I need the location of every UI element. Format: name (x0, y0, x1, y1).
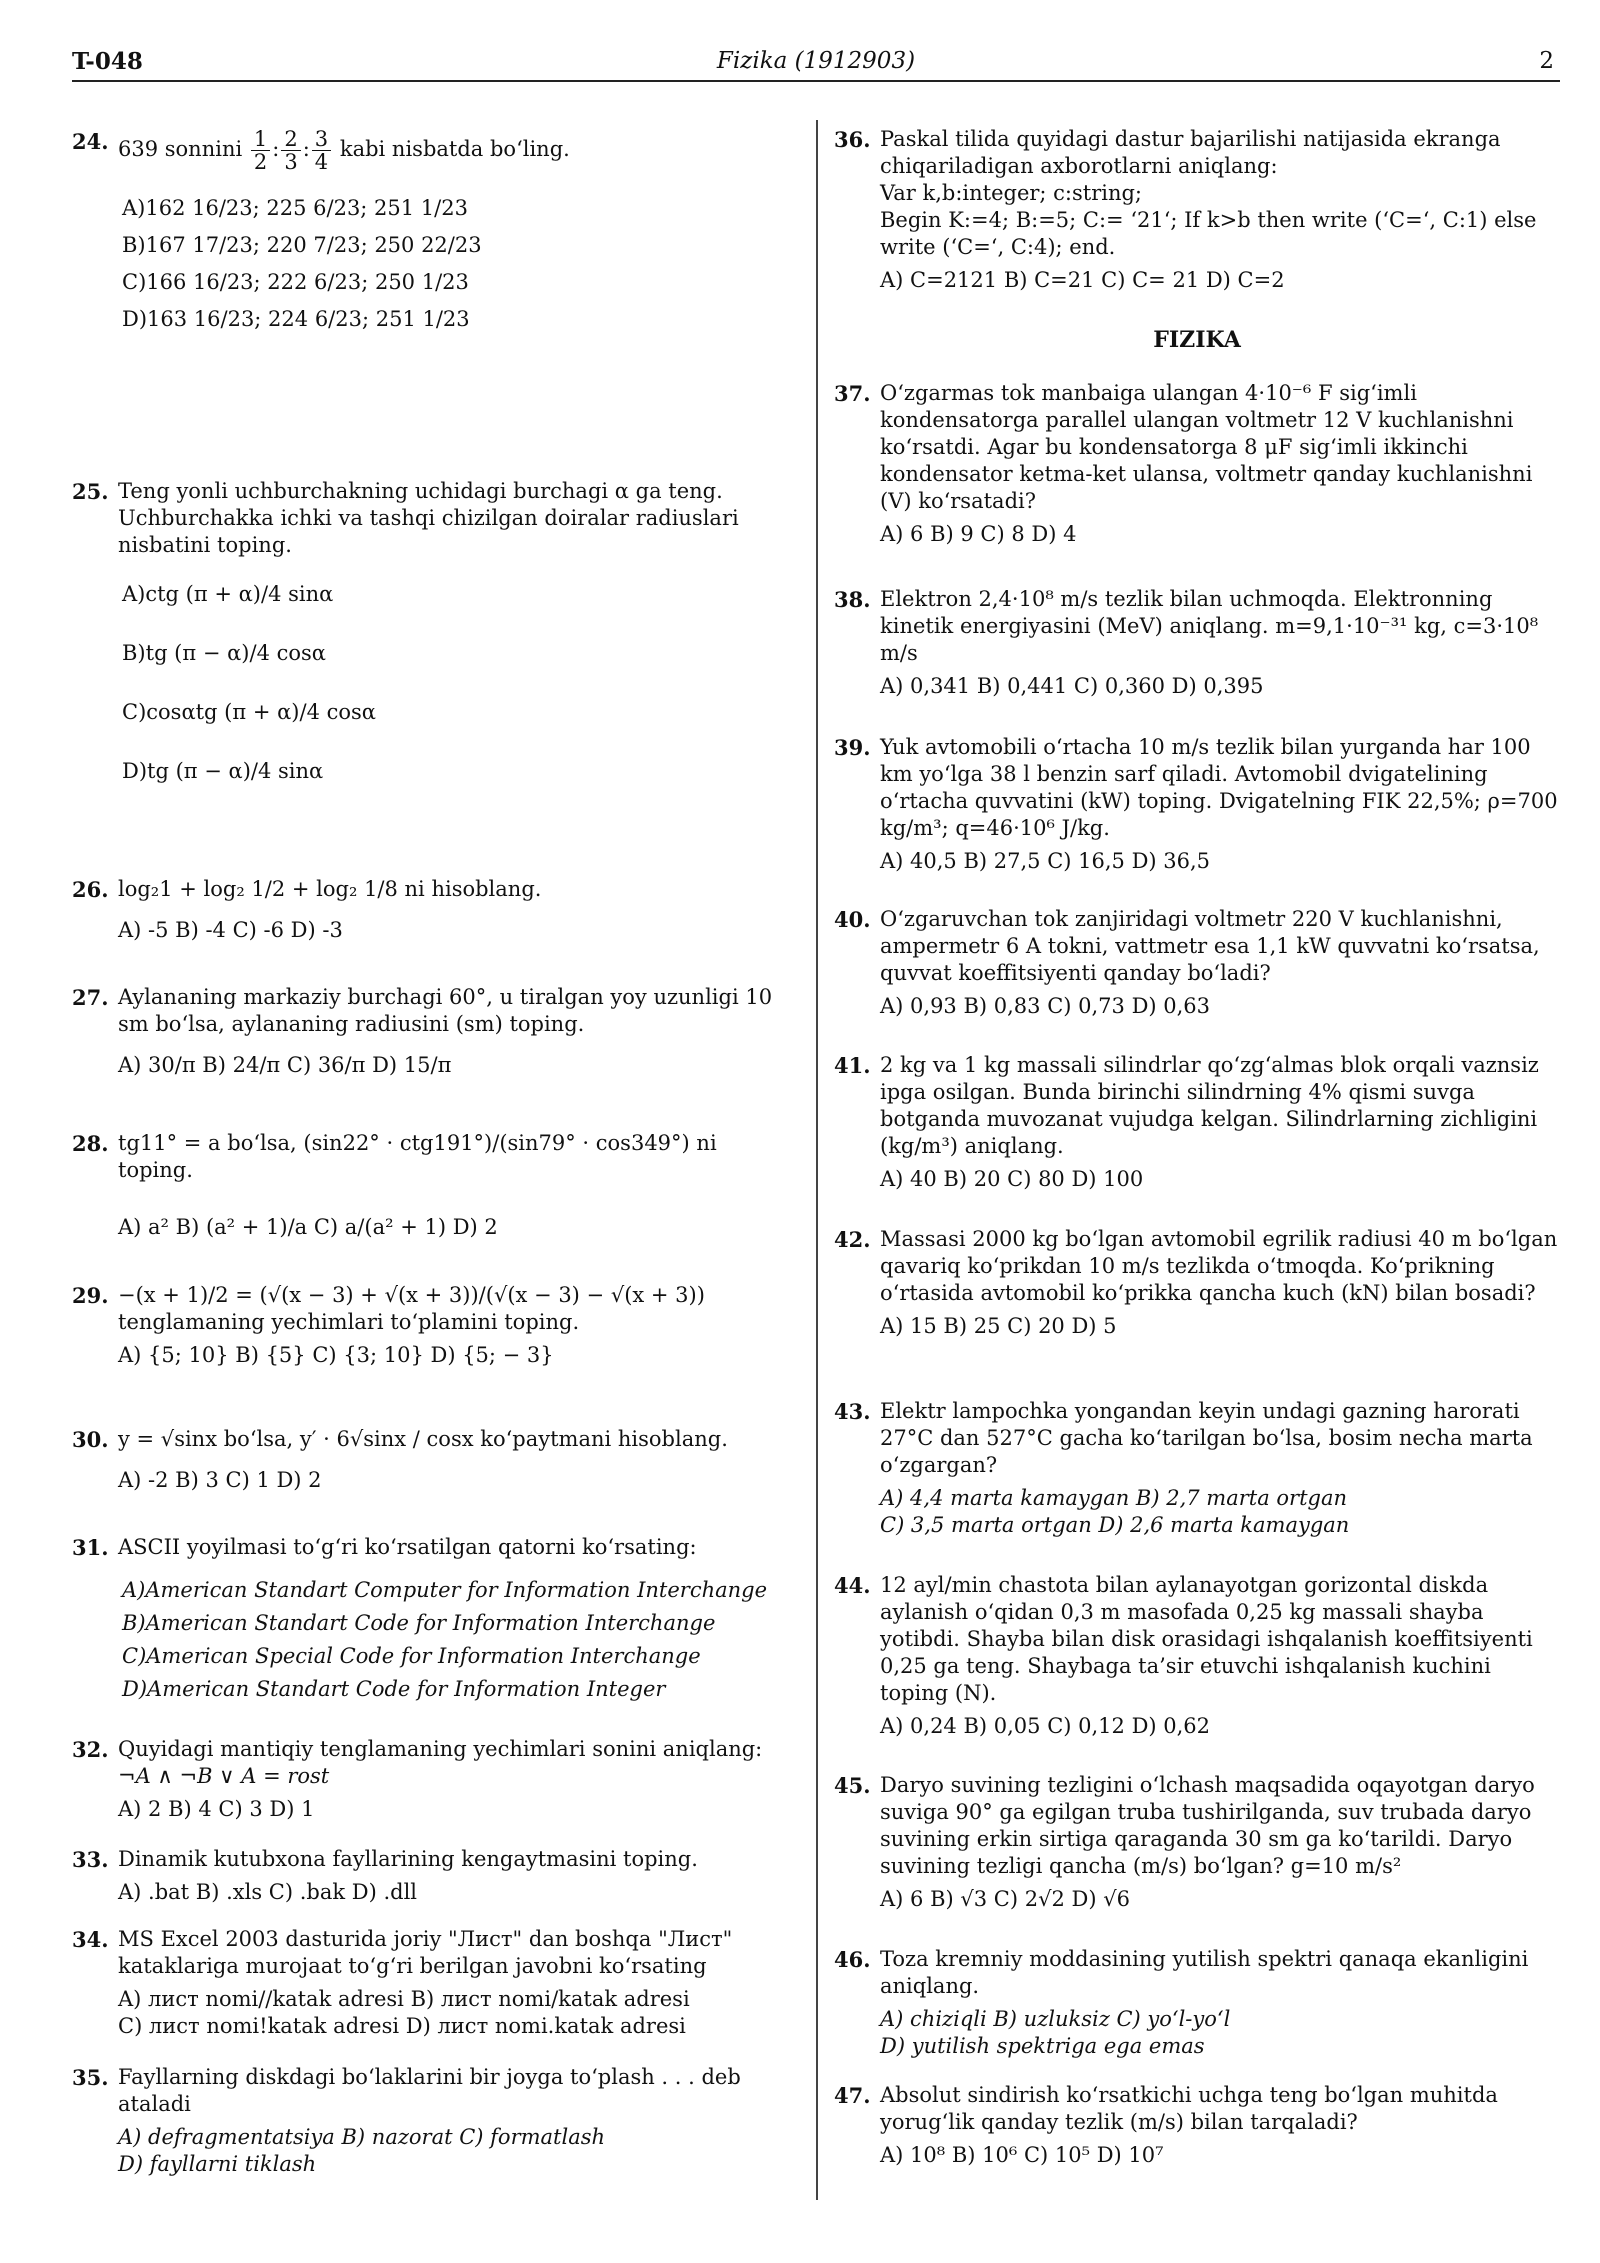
section-title: FIZIKA (1153, 327, 1241, 353)
question-43: 43. Elektr lampochka yongandan keyin undagi gazning harorati 27°C dan 527°C gacha ko‘tarilgan bo‘lsa, bosim necha marta o‘zgargan? A) 4,4 marta kamaygan B) 2,7 marta ortgan C) 3,5 marta ortgan D) 2,6 marta kamaygan (834, 1398, 1560, 1539)
answers[interactable]: A) 6 B) √3 C) 2√2 D) √6 (880, 1887, 1130, 1911)
formula: ¬A ∧ ¬B ∨ A = rost (118, 1764, 330, 1788)
question-text: MS Excel 2003 dasturida joriy "Лист" dan boshqa "Лист" kataklariga murojaat to‘g‘ri berilgan javobni ko‘rsating (118, 1927, 733, 1978)
question-42: 42. Massasi 2000 kg bo‘lgan avtomobil egrilik radiusi 40 m bo‘lgan qavariq ko‘prikdan 10 m/s tezlikda o‘tmoqda. Ko‘prikning o‘rtasida avtomobil ko‘prikka qancha kuch (kN) bilan bosadi? A) 15 B) 25 C) 20 D) 5 (834, 1226, 1560, 1340)
code-line: Begin K:=4; B:=5; C:= ‘21‘; If k>b then write (‘C=‘, C:1) else write (‘C=‘, C:4); end. (880, 208, 1537, 259)
column-divider (816, 120, 818, 2200)
question-34: 34. MS Excel 2003 dasturida joriy "Лист" dan boshqa "Лист" kataklariga murojaat to‘g‘ri berilgan javobni ko‘rsating A) лист nomi//katak adresi B) лист nomi/katak adresi C) лист nomi!katak adresi D) лист nomi.katak adresi (72, 1926, 792, 2040)
question-text: tg11° = a bo‘lsa, (sin22° · ctg191°)/(sin79° · cos349°) ni toping. (118, 1131, 717, 1182)
answers[interactable]: A) 6 B) 9 C) 8 D) 4 (880, 522, 1077, 546)
question-40: 40. O‘zgaruvchan tok zanjiridagi voltmetr 220 V kuchlanishni, ampermetr 6 A tokni, vattmetr esa 1,1 kW quvvatni ko‘rsatsa, quvvat koeffitsiyenti qanday bo‘ladi? A) 0,93 B) 0,83 C) 0,73 D) 0,63 (834, 906, 1560, 1020)
answers-row-2[interactable]: D) fayllarni tiklash (118, 2152, 317, 2176)
question-text: Daryo suvining tezligini o‘lchash maqsadida oqayotgan daryo suviga 90° ga egilgan truba tushirilganda, suv trubada daryo suvining erkin sirtiga qaraganda 30 sm ga ko‘tarildi. Daryo suvining tezligi qancha (m/s) bo‘lgan? g=10 m/s² (880, 1773, 1535, 1878)
option-c[interactable]: C)American Special Code for Information Interchange (122, 1644, 701, 1668)
answers[interactable]: A) a² B) (a² + 1)/a C) a/(a² + 1) D) 2 (118, 1215, 498, 1239)
question-30: 30. y = √sinx bo‘lsa, y′ · 6√sinx / cosx ko‘paytmani hisoblang. A) -2 B) 3 C) 1 D) 2 (72, 1426, 792, 1494)
option-c[interactable]: C)166 16/23; 222 6/23; 250 1/23 (122, 270, 469, 294)
question-36: 36. Paskal tilida quyidagi dastur bajarilishi natijasida ekranga chiqariladigan axborotlarni aniqlang: Var k,b:integer; c:string; Begin K:=4; B:=5; C:= ‘21‘; If k>b then write (‘C=‘, C:1) else write (‘C=‘, C:4); end. A) C=2121 B) C=21 C) C= 21 D) C=2 (834, 126, 1560, 294)
answers[interactable]: A) 40,5 B) 27,5 C) 16,5 D) 36,5 (880, 849, 1211, 873)
option-d[interactable]: D)163 16/23; 224 6/23; 251 1/23 (122, 307, 470, 331)
answers[interactable]: A) 15 B) 25 C) 20 D) 5 (880, 1314, 1117, 1338)
question-37: 37. O‘zgarmas tok manbaiga ulangan 4·10⁻⁶ F sig‘imli kondensatorga parallel ulangan voltmetr 12 V kuchlanishni ko‘rsatdi. Agar bu kondensatorga 8 μF sig‘imli ikkinchi kondensator ketma-ket ulansa, voltmetr qanday kuchlanishni (V) ko‘rsatadi? A) 6 B) 9 C) 8 D) 4 (834, 380, 1560, 548)
option-a[interactable]: A)162 16/23; 225 6/23; 251 1/23 (122, 196, 468, 220)
question-text: Elektr lampochka yongandan keyin undagi gazning harorati 27°C dan 527°C gacha ko‘tarilgan bo‘lsa, bosim necha marta o‘zgargan? (880, 1399, 1533, 1477)
question-text: 639 sonnini $\frac{1}{2}$ : $\frac{2}{3}$ : $\frac{3}{4}$ kabi nisbatda bo‘ling. (118, 127, 570, 174)
question-text: Quyidagi mantiqiy tenglamaning yechimlari sonini aniqlang: (118, 1737, 763, 1761)
option-a[interactable]: A)ctg (π + α)/4 sinα (122, 582, 334, 606)
question-text: Yuk avtomobili o‘rtacha 10 m/s tezlik bilan yurganda har 100 km yo‘lga 38 l benzin sarf qiladi. Avtomobil dvigatelining o‘rtacha quvvatini (kW) toping. Dvigatelning FIK 22,5%; ρ=700 kg/m³; q=46·10⁶ J/kg. (880, 735, 1558, 840)
page-header (72, 40, 1560, 82)
question-text: O‘zgaruvchan tok zanjiridagi voltmetr 220 V kuchlanishni, ampermetr 6 A tokni, vattmetr esa 1,1 kW quvvatni ko‘rsatsa, quvvat koeffitsiyenti qanday bo‘ladi? (880, 907, 1540, 985)
answers-row-2[interactable]: C) 3,5 marta ortgan D) 2,6 marta kamaygan (880, 1513, 1350, 1537)
question-33: 33. Dinamik kutubxona fayllarining kengaytmasini toping. A) .bat B) .xls C) .bak D) .dll (72, 1846, 792, 1906)
option-d[interactable]: D)American Standart Code for Information Integer (122, 1677, 666, 1701)
question-28: 28. tg11° = a bo‘lsa, (sin22° · ctg191°)/(sin79° · cos349°) ni toping. A) a² B) (a² + 1)/a C) a/(a² + 1) D) 2 (72, 1130, 792, 1241)
answers[interactable]: A) 0,24 B) 0,05 C) 0,12 D) 0,62 (880, 1714, 1211, 1738)
answers[interactable]: A) 10⁸ B) 10⁶ C) 10⁵ D) 10⁷ (880, 2143, 1164, 2167)
question-text: Fayllarning diskdagi bo‘laklarini bir joyga to‘plash . . . deb ataladi (118, 2065, 741, 2116)
option-c[interactable]: C)cosαtg (π + α)/4 cosα (122, 700, 376, 724)
answers[interactable]: A) -5 B) -4 C) -6 D) -3 (118, 918, 343, 942)
question-text: ASCII yoyilmasi to‘g‘ri ko‘rsatilgan qatorni ko‘rsating: (118, 1535, 697, 1559)
option-b[interactable]: B)American Standart Code for Information Interchange (122, 1611, 716, 1635)
code-line: Var k,b:integer; c:string; (880, 181, 1143, 205)
question-text: Massasi 2000 kg bo‘lgan avtomobil egrilik radiusi 40 m bo‘lgan qavariq ko‘prikdan 10 m/s tezlikda o‘tmoqda. Ko‘prikning o‘rtasida avtomobil ko‘prikka qancha kuch (kN) bilan bosadi? (880, 1227, 1558, 1305)
question-27: 27. Aylananing markaziy burchagi 60°, u tiralgan yoy uzunligi 10 sm bo‘lsa, aylananing radiusini (sm) toping. A) 30/π B) 24/π C) 36/π D) 15/π (72, 984, 792, 1079)
answers-row-1[interactable]: A) лист nomi//katak adresi B) лист nomi/katak adresi (118, 1987, 690, 2011)
answers[interactable]: A) {5; 10} B) {5} C) {3; 10} D) {5; − 3} (118, 1343, 554, 1367)
question-text: Paskal tilida quyidagi dastur bajarilishi natijasida ekranga chiqariladigan axborotlarni aniqlang: (880, 127, 1501, 178)
question-text: 12 ayl/min chastota bilan aylanayotgan gorizontal diskda aylanish o‘qidan 0,3 m masofada 0,25 kg massali shayba yotibdi. Shayba bilan disk orasidagi ishqalanish koeffitsiyenti 0,25 ga teng. Shaybaga ta’sir etuvchi ishqalanish kuchini toping (N). (880, 1573, 1533, 1705)
question-text: Dinamik kutubxona fayllarining kengaytmasini toping. (118, 1847, 698, 1871)
question-45: 45. Daryo suvining tezligini o‘lchash maqsadida oqayotgan daryo suviga 90° ga egilgan truba tushirilganda, suv trubada daryo suvining erkin sirtiga qaraganda 30 sm ga ko‘tarildi. Daryo suvining tezligi qancha (m/s) bo‘lgan? g=10 m/s² A) 6 B) √3 C) 2√2 D) √6 (834, 1772, 1560, 1913)
answers-row-1[interactable]: A) 4,4 marta kamaygan B) 2,7 marta ortgan (880, 1486, 1348, 1510)
answers[interactable]: A) 40 B) 20 C) 80 D) 100 (880, 1167, 1144, 1191)
question-number: 24. (72, 129, 109, 154)
option-d[interactable]: D)tg (π − α)/4 sinα (122, 759, 324, 783)
option-b[interactable]: B)167 17/23; 220 7/23; 250 22/23 (122, 233, 482, 257)
question-text: 2 kg va 1 kg massali silindrlar qo‘zg‘almas blok orqali vaznsiz ipga osilgan. Bunda birinchi silindrning 4% qismi suvga botganda muvozanat vujudga kelgan. Silindrlarning zichligini (kg/m³) aniqlang. (880, 1053, 1539, 1158)
question-text: Elektron 2,4·10⁸ m/s tezlik bilan uchmoqda. Elektronning kinetik energiyasini (MeV) aniqlang. m=9,1·10⁻³¹ kg, c=3·10⁸ m/s (880, 587, 1539, 665)
question-31: 31. ASCII yoyilmasi to‘g‘ri ko‘rsatilgan qatorni ko‘rsating: A)American Standart Computer for Information Interchange B)American Standart Code for Information Interchange C)American Special Code for Information Interchange D)American Standart Code for Information Integer (72, 1534, 792, 1713)
answers-row-2[interactable]: D) yutilish spektriga ega emas (880, 2034, 1205, 2058)
question-text: Teng yonli uchburchakning uchidagi burchagi α ga teng. Uchburchakka ichki va tashqi chizilgan doiralar radiuslari nisbatini toping. (118, 479, 739, 557)
answers-row-1[interactable]: A) defragmentatsiya B) nazorat C) formatlash (118, 2125, 606, 2149)
answers-row-1[interactable]: A) chiziqli B) uzluksiz C) yo‘l-yo‘l (880, 2007, 1231, 2031)
question-text: −(x + 1)/2 = (√(x − 3) + √(x + 3))/(√(x − 3) − √(x + 3)) tenglamaning yechimlari to‘plamini toping. (118, 1283, 705, 1334)
question-text: Aylananing markaziy burchagi 60°, u tiralgan yoy uzunligi 10 sm bo‘lsa, aylananing radiusini (sm) toping. (118, 985, 773, 1036)
question-39: 39. Yuk avtomobili o‘rtacha 10 m/s tezlik bilan yurganda har 100 km yo‘lga 38 l benzin sarf qiladi. Avtomobil dvigatelining o‘rtacha quvvatini (kW) toping. Dvigatelning FIK 22,5%; ρ=700 kg/m³; q=46·10⁶ J/kg. A) 40,5 B) 27,5 C) 16,5 D) 36,5 (834, 734, 1560, 875)
question-46: 46. Toza kremniy moddasining yutilish spektri qanaqa ekanligini aniqlang. A) chiziqli B) uzluksiz C) yo‘l-yo‘l D) yutilish spektriga ega emas (834, 1946, 1560, 2060)
answers[interactable]: A) -2 B) 3 C) 1 D) 2 (118, 1468, 322, 1492)
question-26: 26. log₂1 + log₂ 1/2 + log₂ 1/8 ni hisoblang. A) -5 B) -4 C) -6 D) -3 (72, 876, 792, 944)
question-text: y = √sinx bo‘lsa, y′ · 6√sinx / cosx ko‘paytmani hisoblang. (118, 1427, 728, 1451)
question-24 (72, 128, 792, 343)
question-text: log₂1 + log₂ 1/2 + log₂ 1/8 ni hisoblang. (118, 877, 542, 901)
option-a[interactable]: A)American Standart Computer for Information Interchange (122, 1578, 768, 1602)
question-text: Absolut sindirish ko‘rsatkichi uchga teng bo‘lgan muhitda yorug‘lik qanday tezlik (m/s) bilan tarqaladi? (880, 2083, 1498, 2134)
answers[interactable]: A) .bat B) .xls C) .bak D) .dll (118, 1880, 418, 1904)
page-number: 2 (1539, 48, 1554, 74)
test-code: T-048 (72, 48, 143, 75)
question-47: 47. Absolut sindirish ko‘rsatkichi uchga teng bo‘lgan muhitda yorug‘lik qanday tezlik (m/s) bilan tarqaladi? A) 10⁸ B) 10⁶ C) 10⁵ D) 10⁷ (834, 2082, 1560, 2169)
answers[interactable]: A) C=2121 B) C=21 C) C= 21 D) C=2 (880, 268, 1285, 292)
question-44: 44. 12 ayl/min chastota bilan aylanayotgan gorizontal diskda aylanish o‘qidan 0,3 m masofada 0,25 kg massali shayba yotibdi. Shayba bilan disk orasidagi ishqalanish koeffitsiyenti 0,25 ga teng. Shaybaga ta’sir etuvchi ishqalanish kuchini toping (N). A) 0,24 B) 0,05 C) 0,12 D) 0,62 (834, 1572, 1560, 1740)
question-41: 41. 2 kg va 1 kg massali silindrlar qo‘zg‘almas blok orqali vaznsiz ipga osilgan. Bunda birinchi silindrning 4% qismi suvga botganda muvozanat vujudga kelgan. Silindrlarning zichligini (kg/m³) aniqlang. A) 40 B) 20 C) 80 D) 100 (834, 1052, 1560, 1193)
answers[interactable]: A) 0,93 B) 0,83 C) 0,73 D) 0,63 (880, 994, 1211, 1018)
page-title: Fizika (1912903) (716, 48, 916, 74)
question-text: O‘zgarmas tok manbaiga ulangan 4·10⁻⁶ F sig‘imli kondensatorga parallel ulangan voltmetr 12 V kuchlanishni ko‘rsatdi. Agar bu kondensatorga 8 μF sig‘imli ikkinchi kondensator ketma-ket ulansa, voltmetr qanday kuchlanishni (V) ko‘rsatadi? (880, 381, 1533, 513)
answers[interactable]: A) 2 B) 4 C) 3 D) 1 (118, 1797, 315, 1821)
question-32: 32. Quyidagi mantiqiy tenglamaning yechimlari sonini aniqlang: ¬A ∧ ¬B ∨ A = rost A) 2 B) 4 C) 3 D) 1 (72, 1736, 792, 1823)
answers-row-2[interactable]: C) лист nomi!katak adresi D) лист nomi.katak adresi (118, 2014, 686, 2038)
question-29: 29. −(x + 1)/2 = (√(x − 3) + √(x + 3))/(√(x − 3) − √(x + 3)) tenglamaning yechimlari to‘plamini toping. A) {5; 10} B) {5} C) {3; 10} D) {5; − 3} (72, 1282, 792, 1369)
question-25: 25. Teng yonli uchburchakning uchidagi burchagi α ga teng. Uchburchakka ichki va tashqi chizilgan doiralar radiuslari nisbatini toping. A)ctg (π + α)/4 sinα B)tg (π − α)/4 cosα C)cosαtg (π + α)/4 cosα D)tg (π − α)/4 sinα (72, 478, 792, 795)
answers[interactable]: A) 30/π B) 24/π C) 36/π D) 15/π (118, 1053, 452, 1077)
answers[interactable]: A) 0,341 B) 0,441 C) 0,360 D) 0,395 (880, 674, 1264, 698)
question-38: 38. Elektron 2,4·10⁸ m/s tezlik bilan uchmoqda. Elektronning kinetik energiyasini (MeV) aniqlang. m=9,1·10⁻³¹ kg, c=3·10⁸ m/s A) 0,341 B) 0,441 C) 0,360 D) 0,395 (834, 586, 1560, 700)
option-b[interactable]: B)tg (π − α)/4 cosα (122, 641, 326, 665)
question-35: 35. Fayllarning diskdagi bo‘laklarini bir joyga to‘plash . . . deb ataladi A) defragmentatsiya B) nazorat C) formatlash D) fayllarni tiklash (72, 2064, 792, 2178)
question-text: Toza kremniy moddasining yutilish spektri qanaqa ekanligini aniqlang. (880, 1947, 1529, 1998)
